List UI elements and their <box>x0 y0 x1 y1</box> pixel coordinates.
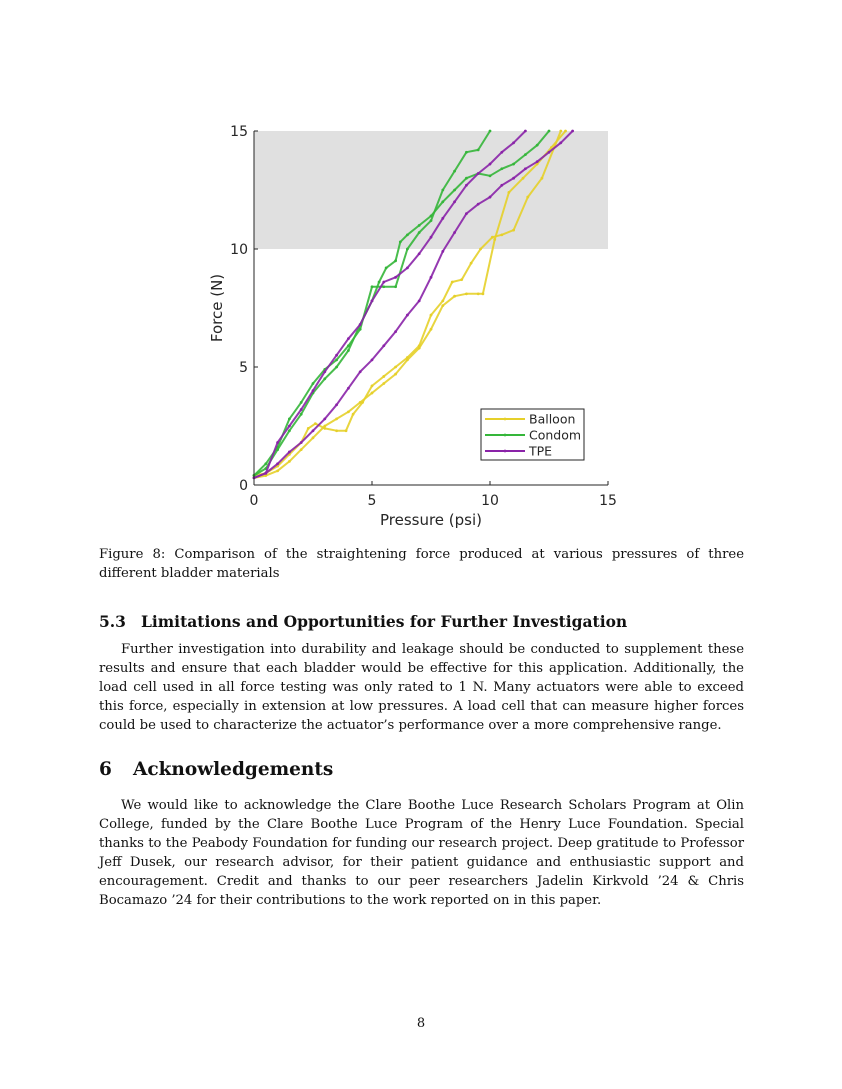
data-point <box>406 233 409 236</box>
data-point <box>500 167 503 170</box>
data-point <box>288 460 291 463</box>
data-point <box>406 359 409 362</box>
data-point <box>493 238 496 241</box>
data-point <box>371 384 374 387</box>
data-point <box>406 266 409 269</box>
data-point <box>307 427 310 430</box>
data-point <box>394 330 397 333</box>
data-point <box>430 276 433 279</box>
data-point <box>359 370 362 373</box>
data-point <box>399 241 402 244</box>
data-point <box>453 200 456 203</box>
data-point <box>335 418 338 421</box>
data-point <box>276 469 279 472</box>
data-point <box>470 262 473 265</box>
figure-caption: Figure 8: Comparison of the straightening force produced at various pressures of three different bladder materials <box>99 547 744 581</box>
data-point <box>406 314 409 317</box>
data-point <box>382 281 385 284</box>
data-point <box>264 472 267 475</box>
x-axis-label: Pressure (psi) <box>379 511 483 529</box>
data-point <box>477 148 480 151</box>
data-point <box>453 295 456 298</box>
data-point <box>500 233 503 236</box>
data-point <box>536 144 539 147</box>
data-point <box>288 451 291 454</box>
data-point <box>352 413 355 416</box>
data-point <box>394 366 397 369</box>
section-5-3-paragraph: Further investigation into durability and leakage should be conducted to supplement these results and ensure that each bladder would be effective for this application. Additionally, the load cell used in all force testing was only rated to 1 N. Many actuators were able to exceed this force, especially in extension at low pressures. A load cell that can measure higher forces could be used to characterize the actuator’s performance over a more comprehensive range. <box>99 642 744 733</box>
data-point <box>453 170 456 173</box>
data-point <box>500 151 503 154</box>
legend-marker <box>504 418 507 421</box>
data-point <box>512 163 515 166</box>
data-point <box>536 160 539 163</box>
data-point <box>564 130 567 133</box>
legend-marker <box>504 450 507 453</box>
data-point <box>465 151 468 154</box>
data-point <box>441 189 444 192</box>
section-heading-5-3 <box>99 612 627 631</box>
x-tick-label: 15 <box>599 493 617 509</box>
data-point <box>477 292 480 295</box>
data-point <box>347 344 350 347</box>
section-title: Limitations and Opportunities for Further Investigation <box>141 612 628 631</box>
data-point <box>312 429 315 432</box>
data-point <box>335 403 338 406</box>
page-number: 8 <box>416 1016 426 1031</box>
data-point <box>345 429 348 432</box>
data-point <box>441 304 444 307</box>
data-point <box>453 231 456 234</box>
data-point <box>347 387 350 390</box>
data-point <box>347 349 350 352</box>
data-point <box>541 177 544 180</box>
data-point <box>441 300 444 303</box>
y-tick-label: 15 <box>230 124 248 140</box>
data-point <box>335 354 338 357</box>
data-point <box>359 323 362 326</box>
data-point <box>371 285 374 288</box>
data-point <box>479 248 482 251</box>
acknowledgements-paragraph: We would like to acknowledge the Clare Boothe Luce Research Scholars Program at Olin College, funded by the Clare Boothe Luce Program of the Henry Luce Foundation. Special thanks to the Peabody Foundation for funding our research project. Deep gratitude to Professor Jeff Dusek, our research advisor, for their patient guidance and enthusiastic support and encouragement. Credit and thanks to our peer researchers Jadelin Kirkvold ’24 & Chris Bocamazo ’24 for their contributions to the work reported on in this paper. <box>99 798 744 908</box>
data-point <box>418 300 421 303</box>
figure-8-chart <box>200 118 630 538</box>
data-point <box>288 418 291 421</box>
data-point <box>430 219 433 222</box>
section-heading-6 <box>99 759 333 780</box>
data-point <box>312 389 315 392</box>
data-point <box>441 250 444 253</box>
data-point <box>524 153 527 156</box>
data-point <box>300 448 303 451</box>
data-point <box>489 130 492 133</box>
x-tick-label: 5 <box>367 493 377 509</box>
data-point <box>460 278 463 281</box>
data-point <box>465 177 468 180</box>
data-point <box>300 441 303 444</box>
data-point <box>382 285 385 288</box>
data-point <box>323 370 326 373</box>
data-point <box>477 203 480 206</box>
data-point <box>548 130 551 133</box>
legend-label-tpe: TPE <box>529 443 553 459</box>
data-point <box>347 410 350 413</box>
data-point <box>394 373 397 376</box>
data-point <box>382 382 385 385</box>
section-number: 5.3 <box>99 612 126 631</box>
data-point <box>276 462 279 465</box>
data-point <box>559 130 562 133</box>
y-tick-label: 5 <box>239 360 248 376</box>
data-point <box>491 236 494 239</box>
data-point <box>489 196 492 199</box>
data-point <box>571 130 574 133</box>
data-point <box>382 344 385 347</box>
data-point <box>548 151 551 154</box>
data-point <box>512 229 515 232</box>
legend-marker <box>504 434 507 437</box>
data-point <box>335 366 338 369</box>
y-tick-label: 10 <box>230 242 248 258</box>
data-point <box>264 462 267 465</box>
data-point <box>276 441 279 444</box>
data-point <box>526 196 529 199</box>
data-point <box>371 300 374 303</box>
data-point <box>394 259 397 262</box>
data-point <box>288 425 291 428</box>
data-point <box>394 285 397 288</box>
data-point <box>522 177 525 180</box>
data-point <box>406 248 409 251</box>
data-point <box>394 276 397 279</box>
data-point <box>512 177 515 180</box>
legend-label-condom: Condom <box>529 427 582 443</box>
data-point <box>477 172 480 175</box>
data-point <box>441 200 444 203</box>
data-point <box>512 141 515 144</box>
data-point <box>507 191 510 194</box>
data-point <box>323 425 326 428</box>
data-point <box>418 224 421 227</box>
data-point <box>430 236 433 239</box>
data-point <box>371 392 374 395</box>
data-point <box>300 401 303 404</box>
data-point <box>347 337 350 340</box>
data-point <box>465 212 468 215</box>
data-point <box>453 189 456 192</box>
data-point <box>335 429 338 432</box>
data-point <box>382 375 385 378</box>
data-point <box>312 382 315 385</box>
data-point <box>524 130 527 133</box>
x-tick-label: 0 <box>249 493 259 509</box>
data-point <box>314 422 317 425</box>
data-point <box>378 281 381 284</box>
force-pressure-plot <box>200 118 630 538</box>
data-point <box>288 429 291 432</box>
data-point <box>418 252 421 255</box>
data-point <box>385 266 388 269</box>
data-point <box>323 377 326 380</box>
data-point <box>441 217 444 220</box>
data-point <box>300 408 303 411</box>
data-point <box>559 141 562 144</box>
section-title: Acknowledgements <box>133 759 334 780</box>
data-point <box>418 231 421 234</box>
data-point <box>335 359 338 362</box>
data-point <box>359 328 362 331</box>
data-point <box>451 281 454 284</box>
legend-label-balloon: Balloon <box>529 411 576 427</box>
data-point <box>465 184 468 187</box>
data-point <box>359 401 362 404</box>
data-point <box>430 314 433 317</box>
y-tick-label: 0 <box>239 478 248 494</box>
data-point <box>465 292 468 295</box>
data-point <box>323 418 326 421</box>
y-axis-label: Force (N) <box>208 273 226 343</box>
data-point <box>312 436 315 439</box>
data-point <box>371 359 374 362</box>
data-point <box>524 167 527 170</box>
section-number: 6 <box>99 759 112 780</box>
data-point <box>489 163 492 166</box>
x-tick-label: 10 <box>481 493 499 509</box>
data-point <box>482 292 485 295</box>
data-point <box>430 328 433 331</box>
data-point <box>300 413 303 416</box>
data-point <box>418 347 421 350</box>
data-point <box>489 174 492 177</box>
data-point <box>500 184 503 187</box>
